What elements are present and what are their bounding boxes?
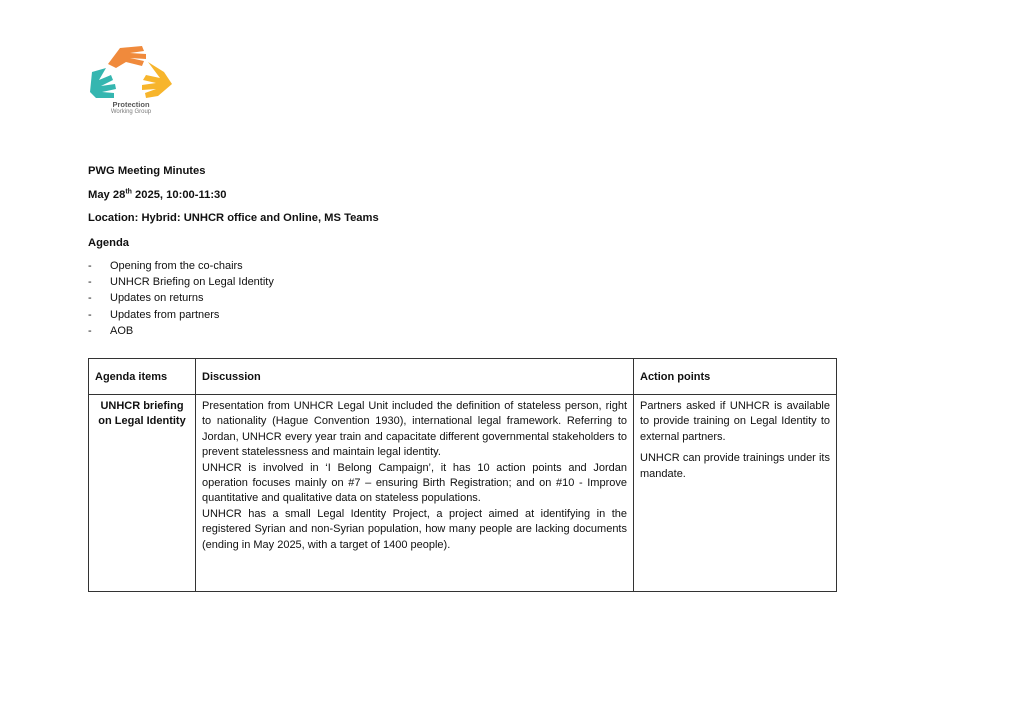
discussion-cell [196,395,634,592]
meeting-date [88,188,226,202]
discussion-paragraph: Presentation from UNHCR Legal Unit included the definition of stateless person, right to nationality (Hague Convention 1930), international legal framework. Referring to Jordan, UNHCR every year train and capacitate different governmental stakeholders to prevent statelessness and maintain legal identity. [202,400,627,459]
agenda-item [88,274,274,290]
column-header-agenda-items: Agenda items [89,359,196,395]
action-point: UNHCR can provide trainings under its mandate. [640,452,830,480]
agenda-item [88,323,274,339]
agenda-heading: Agenda [88,237,130,249]
discussion-paragraph: UNHCR has a small Legal Identity Project, a project aimed at identifying in the registered Syrian and non-Syrian population, how many people are lacking documents (ending in May 2025, with a target of 1400 people). [202,507,627,551]
action-points-cell [634,395,837,592]
list-dash: - [88,324,92,337]
minutes-table [88,358,837,592]
meeting-location: Location: Hybrid: UNHCR office and Online, MS Teams [88,212,379,224]
meeting-date-suffix: th [125,188,132,196]
logo-subtext: Working Group [110,109,152,115]
action-point: Partners asked if UNHCR is available to provide training on Legal Identity to external partners. [640,400,830,443]
agenda-item-label: Updates from partners [110,308,220,321]
orange-hand-icon [108,46,146,68]
teal-hand-icon [90,68,116,98]
table-header-row [89,359,837,395]
yellow-hand-icon [142,62,172,98]
agenda-item-label: UNHCR Briefing on Legal Identity [110,276,274,289]
table-row [89,395,837,592]
agenda-item [88,290,274,306]
column-header-action-points: Action points [634,359,837,395]
logo-text: Protection [112,100,150,109]
list-dash: - [88,308,92,321]
agenda-item [88,307,274,323]
agenda-item-cell: UNHCR briefing on Legal Identity [89,395,196,592]
agenda-item-label: AOB [110,324,134,337]
column-header-discussion: Discussion [196,359,634,395]
agenda-item [88,258,274,274]
list-dash: - [88,260,92,272]
document-title: PWG Meeting Minutes [88,165,206,177]
agenda-item-label: Updates on returns [110,292,204,305]
list-dash: - [88,292,92,305]
agenda-item-label: Opening from the co-chairs [110,260,243,272]
meeting-date-day: May 28 [88,189,126,201]
meeting-date-time: 2025, 10:00-11:30 [131,189,227,201]
discussion-paragraph: UNHCR is involved in ‘I Belong Campaign’, it has 10 action points and Jordan operation focuses mainly on #7 – ensuring Birth Registration; and on #10 - Improve quantitative and qualitative data on stateless populations. [202,461,627,505]
list-dash: - [88,276,92,289]
agenda-list [88,258,274,339]
